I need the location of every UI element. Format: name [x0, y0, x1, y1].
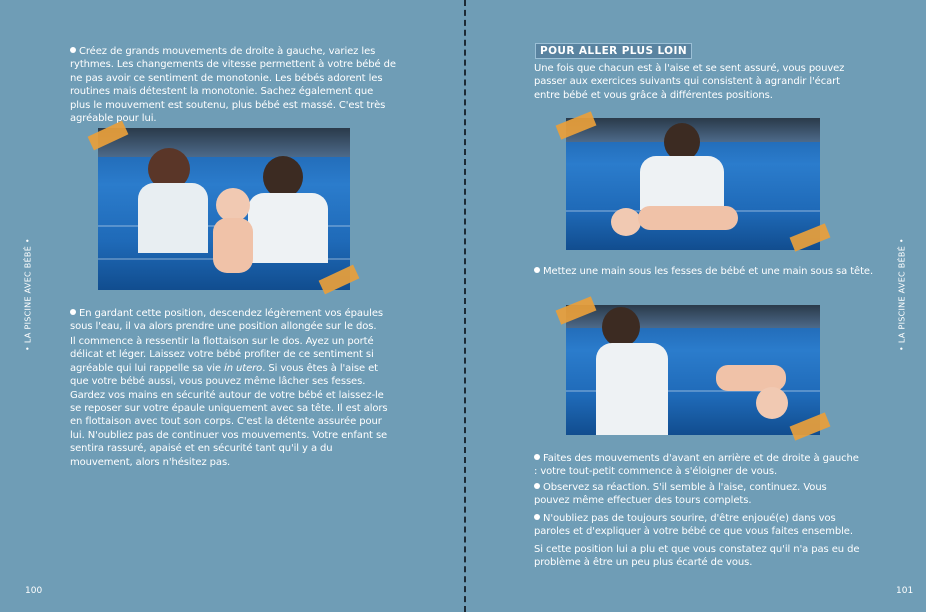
bullet-icon	[70, 47, 76, 53]
bullet-text: N'oubliez pas de toujours sourire, d'être enjoué(e) dans vos paroles et d'expliquer à votre bébé ce que vous faites ensemble.	[534, 513, 853, 538]
bullet-icon	[534, 454, 540, 460]
bullet-hands	[534, 265, 874, 278]
bullet-movements	[534, 452, 864, 479]
side-label: • LA PISCINE AVEC BÉBÉ •	[23, 238, 33, 351]
bullet-icon	[534, 483, 540, 489]
paragraph-text: En gardant cette position, descendez légèrement vos épaules sous l'eau, il va alors prendre une position allongée sur le dos.	[70, 308, 384, 333]
man-shirt	[248, 193, 328, 263]
side-label: • LA PISCINE AVEC BÉBÉ •	[897, 238, 907, 351]
paragraph-text: . Si vous êtes à l'aise et que votre bébé aussi, vous pouvez même lâcher ses fesses. Gardez vos mains en sécurité autour de votre bébé et laissez-le se reposer sur votre épaule uniquement avec sa tête. Il est alors en flottaison avec tout son corps. C'est la détente assurée pour lui. N'oubliez pas de continuer vos mouvements. Votre enfant se sentira rassuré, apaisé et en sécurité tant qu'il y a du mouvement, alors n'hésitez pas.	[70, 362, 388, 468]
page-number: 100	[25, 586, 43, 596]
woman-shirt	[138, 183, 208, 253]
paragraph-flottaison	[70, 335, 396, 469]
man-shirt	[596, 343, 668, 435]
right-page	[466, 0, 926, 612]
page-number: 101	[896, 586, 914, 596]
bullet-observe	[534, 481, 864, 508]
bullet-text: Observez sa réaction. S'il semble à l'aise, continuez. Vous pouvez même effectuer des tours complets.	[534, 482, 827, 507]
baby-body	[213, 218, 253, 273]
intro-paragraph: Une fois que chacun est à l'aise et se sent assuré, vous pouvez passer aux exercices suivants qui consistent à agrandir l'écart entre bébé et vous grâce à différentes positions.	[534, 63, 845, 101]
bullet-text: Faites des mouvements d'avant en arrière et de droite à gauche : votre tout-petit commence à s'éloigner de vous.	[534, 453, 859, 478]
photo-parents-baby-pool	[98, 128, 350, 290]
paragraph-position	[70, 307, 396, 334]
paragraph-emphasis: in utero	[224, 362, 263, 374]
photo-man-baby-float	[566, 305, 820, 435]
bullet-smile	[534, 512, 864, 539]
man-head	[263, 156, 303, 198]
bullet-icon	[534, 267, 540, 273]
pool-wall	[98, 128, 350, 157]
baby-head	[611, 208, 641, 236]
man-head	[602, 307, 640, 347]
bullet-icon	[534, 514, 540, 520]
paragraph-text: Il commence à ressentir la flottaison sur le dos. Ayez un porté délicat et léger. Laissez votre bébé profiter de ce sentiment si agréable qui lui rappelle sa vie	[70, 336, 374, 374]
bullet-icon	[70, 309, 76, 315]
baby-head	[756, 387, 788, 419]
man-shirt	[640, 156, 724, 210]
baby-head	[216, 188, 250, 222]
closing-paragraph: Si cette position lui a plu et que vous constatez qu'il n'a pas eu de problème à être un peu plus écarté de vous.	[534, 544, 860, 569]
baby-body	[638, 206, 738, 230]
section-heading: POUR ALLER PLUS LOIN	[535, 43, 692, 59]
bullet-text: Mettez une main sous les fesses de bébé et une main sous sa tête.	[543, 266, 874, 277]
paragraph-movements	[70, 45, 396, 125]
paragraph-text: Créez de grands mouvements de droite à gauche, variez les rythmes. Les changements de vitesse permettent à votre bébé de ne pas avoir ce sentiment de monotonie. Les bébés adorent les routines mais détestent la monotonie. Sachez également que plus le mouvement est soutenu, plus bébé est massé. C'est très agréable pour lui.	[70, 46, 396, 125]
photo-man-baby-back	[566, 118, 820, 250]
